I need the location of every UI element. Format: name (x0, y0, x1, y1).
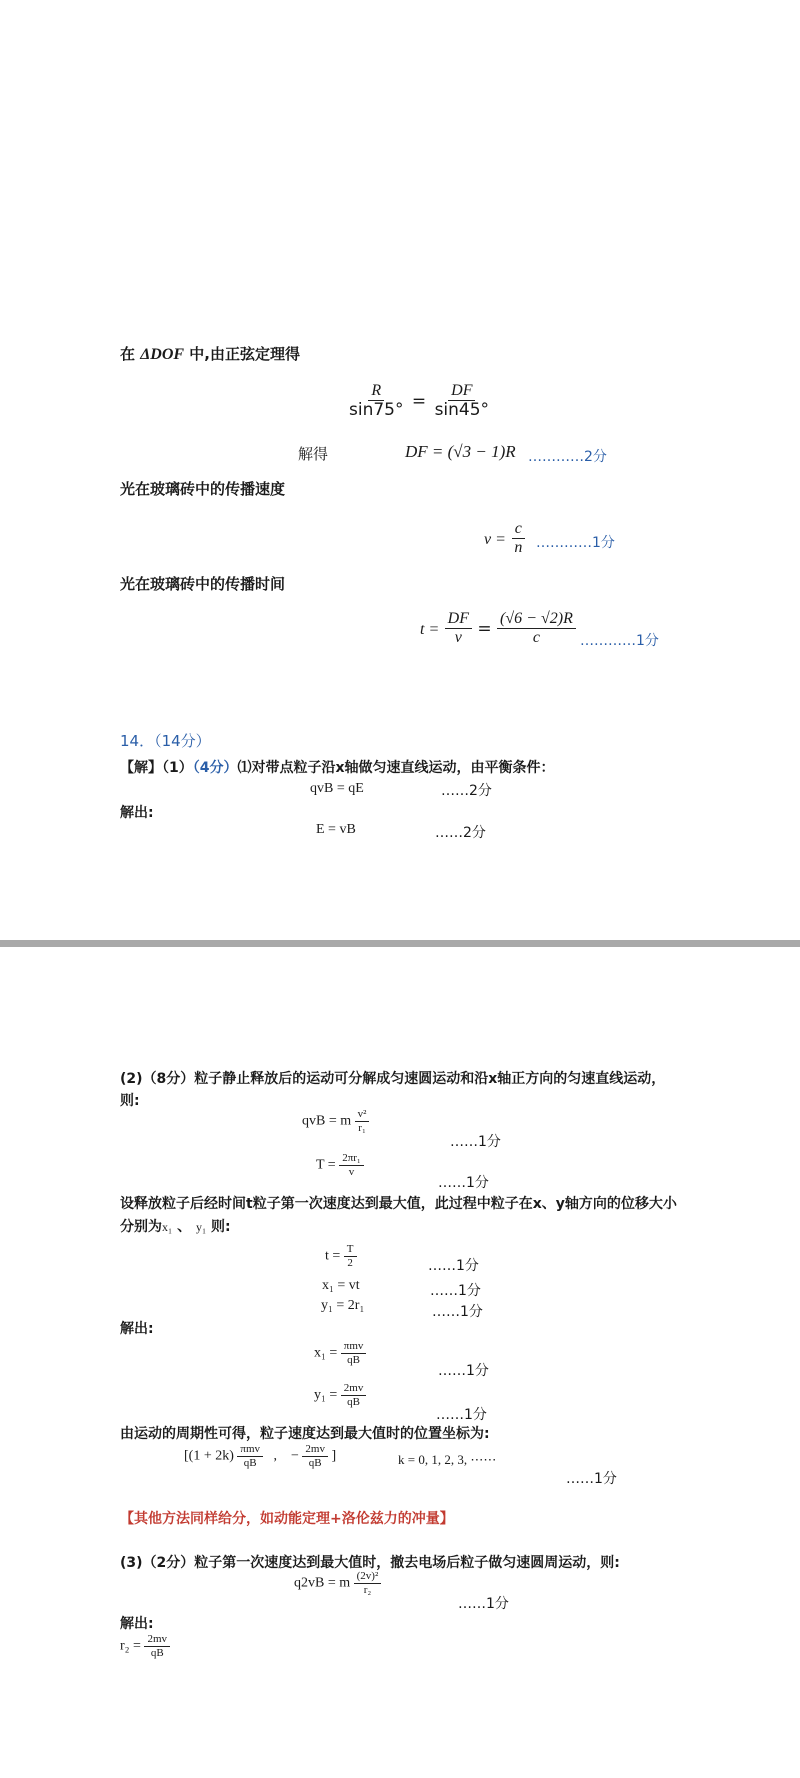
coord-minus: − (291, 1448, 299, 1464)
frac-den-sin75: sin75° (349, 400, 404, 421)
part1-text: ⑴对带点粒子沿x轴做匀速直线运动，由平衡条件： (237, 760, 555, 776)
frac-num-2pir1: 2πr₁ (339, 1152, 364, 1166)
points-x1-result: ……1分 (438, 1363, 489, 1379)
points-half-period: ……1分 (428, 1258, 479, 1274)
eq-balance: qvB = qE (310, 781, 364, 796)
t-lhs: t = (420, 620, 440, 638)
frac-den-r1: r₁ (358, 1121, 366, 1134)
frac-num-t: T (344, 1243, 357, 1257)
frac-num-pimv: πmv (341, 1340, 367, 1354)
solution-tag: 【解】 (120, 760, 162, 776)
frac-den-sin45: sin45° (434, 400, 490, 421)
para-y1: y₁ (195, 1220, 207, 1234)
frac-den-v: v (454, 629, 462, 647)
intro-suffix: 中,由正弦定理得 (184, 345, 300, 363)
v-lhs: v = (484, 530, 506, 548)
eq-x1-result (314, 1340, 366, 1366)
solve-label-4: 解出: (120, 1616, 154, 1632)
para-separator: 、 (177, 1219, 192, 1235)
coord-frac-den-1: qB (243, 1456, 257, 1469)
points-y1-result: ……1分 (436, 1407, 487, 1423)
part1-score: （4分） (192, 760, 238, 776)
sine-law-equation (346, 382, 492, 421)
part1-num: （1） (162, 760, 193, 776)
frac-den-n: n (514, 539, 523, 557)
frac-num-c: c (512, 520, 525, 539)
q14-part1-line (120, 757, 555, 777)
r2-lhs: r₂ = (120, 1638, 141, 1654)
df-result-equation (405, 442, 516, 462)
frac-num-2mv-1: 2mv (341, 1382, 367, 1396)
time-heading: 光在玻璃砖中的传播时间 (120, 575, 286, 593)
frac-den-qb-1: qB (347, 1353, 361, 1366)
equals-sign-2: = (477, 618, 492, 639)
coord-open: [(1 + 2k) (184, 1448, 234, 1464)
points-centripetal: ……1分 (450, 1134, 501, 1150)
q14-title: 14．（14分） (120, 732, 211, 750)
eq-y1-result (314, 1382, 366, 1408)
solve-label-2: 解出: (120, 805, 154, 821)
eq-half-period (325, 1243, 357, 1269)
para-line1: 设释放粒子后经时间t粒子第一次速度达到最大值，此过程中粒子在x、y轴方向的位移大小 (120, 1196, 677, 1212)
frac-den-qb-2: qB (347, 1395, 360, 1408)
part2-line: (2)（8分）粒子静止释放后的运动可分解成匀速圆运动和沿x轴正方向的匀速直线运动， (120, 1071, 666, 1087)
points-df: …………2分 (528, 449, 607, 465)
para-line2-prefix: 分别为 (120, 1219, 162, 1235)
y1-result-lhs: y₁ = (314, 1387, 338, 1403)
frac-den-2: 2 (347, 1256, 353, 1269)
points-y1: ……1分 (432, 1304, 483, 1320)
points-balance: ……2分 (441, 783, 492, 799)
para-x1: x₁ (162, 1220, 173, 1234)
para-line2-suffix: 则: (206, 1219, 231, 1235)
frac-den-c: c (532, 629, 540, 647)
period-lhs: T = (316, 1157, 336, 1173)
centripetal-lhs: qvB = m (302, 1113, 352, 1129)
frac-den-qb-3: qB (150, 1646, 164, 1659)
frac-num-2v-sq: (2v)² (354, 1570, 382, 1584)
intro-prefix: 在 (120, 345, 141, 363)
part3-line: (3)（2分）粒子第一次速度达到最大值时，撤去电场后粒子做匀速圆周运动，则: (120, 1555, 620, 1571)
eq-part3 (294, 1570, 381, 1596)
speed-equation (484, 520, 525, 558)
frac-num-df: DF (448, 382, 475, 401)
frac-num-root-diff: (√6 − √2)R (497, 610, 576, 629)
points-speed: …………1分 (536, 535, 615, 551)
eq-r2-result (120, 1633, 170, 1659)
intro-line (120, 343, 300, 364)
eq-centripetal (302, 1108, 369, 1134)
time-equation (420, 610, 576, 648)
eq-y1: y₁ = 2r₁ (321, 1298, 365, 1313)
alternative-methods-note: 【其他方法同样给分，如动能定理+洛伦兹力的冲量】 (120, 1511, 454, 1527)
periodicity-text: 由运动的周期性可得，粒子速度达到最大值时的位置坐标为: (120, 1426, 490, 1442)
points-part3: ……1分 (458, 1596, 509, 1612)
eq-period (316, 1152, 364, 1178)
speed-heading: 光在玻璃砖中的传播速度 (120, 480, 286, 498)
df-rhs: (√3 − 1)R (447, 442, 516, 461)
k-values: k = 0, 1, 2, 3, ⋯⋯ (398, 1452, 497, 1467)
frac-num-2mv-2: 2mv (144, 1633, 170, 1647)
frac-num-v2: v² (355, 1108, 370, 1122)
equals-sign: = (411, 391, 427, 412)
coord-frac-den-2: qB (308, 1456, 322, 1469)
coord-sep: , (273, 1448, 278, 1464)
coord-frac-num-2: 2mv (302, 1443, 328, 1457)
half-period-lhs: t = (325, 1248, 341, 1264)
triangle-label: ΔDOF (140, 346, 185, 363)
x1-result-lhs: x₁ = (314, 1345, 338, 1361)
frac-num-r: R (368, 382, 384, 401)
eq-x1: x₁ = vt (322, 1278, 360, 1293)
para-line2 (120, 1216, 231, 1236)
part2-then: 则: (120, 1093, 140, 1109)
points-period: ……1分 (438, 1175, 489, 1191)
page-divider (0, 940, 800, 947)
points-coord: ……1分 (566, 1471, 617, 1487)
points-e-field: ……2分 (435, 825, 486, 841)
points-time: …………1分 (580, 633, 659, 649)
coord-frac-num-1: πmv (237, 1443, 263, 1457)
part3-lhs: q2vB = m (294, 1575, 351, 1591)
coord-close: ] (331, 1448, 337, 1464)
frac-den-v-2: v (348, 1165, 355, 1178)
df-lhs: DF = (405, 442, 444, 461)
coord-expression (184, 1443, 336, 1469)
frac-den-r2: r₂ (363, 1583, 372, 1596)
points-x1: ……1分 (430, 1283, 481, 1299)
solve-label-3: 解出: (120, 1321, 154, 1337)
frac-num-df2: DF (445, 610, 472, 629)
eq-e-field: E = vB (316, 822, 356, 837)
solve-label-1: 解得 (298, 445, 329, 463)
